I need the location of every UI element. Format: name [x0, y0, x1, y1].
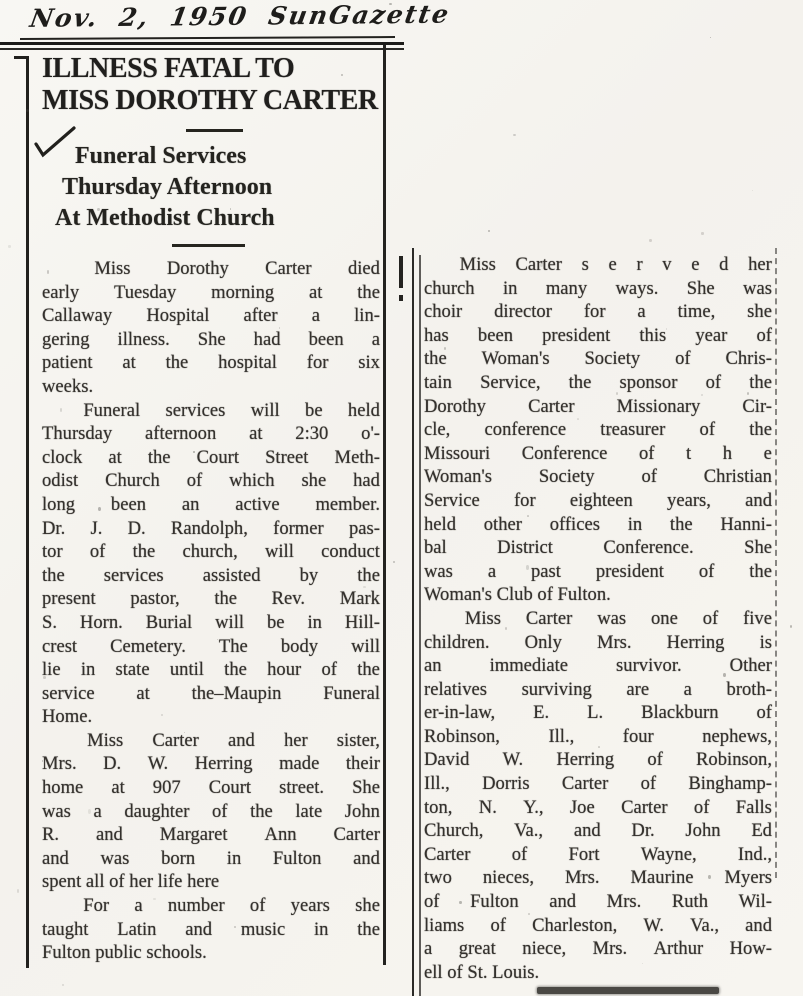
paper-speck: [701, 394, 703, 396]
text-line: clock at the Court Street Meth-: [42, 446, 380, 468]
left-column-right-border: [383, 45, 386, 965]
subhead-top-rule: [186, 129, 243, 132]
text-line: liams of Charleston, W. Va., and: [424, 914, 772, 936]
paper-speck: [710, 37, 711, 39]
text-line: held other offices in the Hanni-: [424, 513, 772, 535]
text-line: and was born in Fulton and: [42, 847, 380, 869]
text-line: er-in-law, E. L. Blackburn of: [424, 702, 772, 724]
paper-speck: [234, 926, 236, 928]
text-line: two nieces, Mrs. Maurine Myers: [424, 867, 772, 889]
paragraph: [424, 607, 772, 985]
left-article-column: [42, 257, 380, 965]
text-line: crest Cemetery. The body will: [42, 635, 380, 657]
paper-speck: [459, 901, 462, 904]
paper-speck: [363, 586, 366, 588]
paragraph: [424, 253, 772, 607]
paper-speck: [513, 134, 516, 137]
text-line: R. and Margaret Ann Carter: [42, 824, 380, 846]
text-line: Fulton public schools.: [42, 942, 207, 964]
paper-speck: [193, 451, 194, 453]
text-line: Callaway Hospital after a lin-: [42, 305, 380, 327]
subheadline: [55, 141, 365, 234]
right-column-left-rule-2: [419, 255, 421, 996]
text-line: tor of the church, will conduct: [42, 541, 380, 563]
text-line: early Tuesday morning at the: [42, 281, 380, 303]
text-line: Woman's Club of Fulton.: [424, 584, 611, 606]
text-line: lie in state until the hour of the: [42, 659, 380, 681]
paper-speck: [43, 676, 46, 680]
paper-speck: [26, 109, 29, 112]
text-line: present pastor, the Rev. Mark: [42, 588, 380, 610]
paper-speck: [329, 90, 330, 91]
text-line: Miss Carter s e r v e d her: [459, 254, 772, 275]
text-line: was a past president of the: [424, 560, 772, 582]
paper-speck: [488, 230, 490, 232]
paper-speck: [759, 756, 762, 761]
text-line: Miss Dorothy Carter died: [94, 258, 380, 279]
text-line: Ill., Dorris Carter of Binghamp-: [424, 773, 772, 795]
text-line: taught Latin and music in the: [42, 918, 380, 940]
paper-speck: [64, 107, 65, 108]
text-line: service at the–Maupin Funeral: [42, 682, 380, 704]
text-line: Thursday afternoon at 2:30 o'-: [42, 423, 380, 445]
text-line: of Fulton and Mrs. Ruth Wil-: [424, 891, 772, 913]
subhead-line-2: Thursday Afternoon: [62, 174, 273, 200]
text-line: Mrs. D. W. Herring made their: [42, 753, 380, 775]
text-line: an immediate survivor. Other: [424, 655, 772, 677]
text-line: the Woman's Society of Chris-: [424, 348, 772, 370]
text-line: odist Church of which she had: [42, 470, 380, 492]
paper-speck: [230, 208, 231, 210]
text-line: Missouri Conference of t h e: [424, 442, 772, 464]
text-line: David W. Herring of Robinson,: [424, 749, 772, 771]
paper-speck: [616, 392, 618, 395]
subhead-bottom-rule: [172, 244, 245, 247]
text-line: Service for eighteen years, and: [424, 489, 772, 511]
text-line: spent all of her life here: [42, 871, 220, 893]
text-line: Funeral services will be held: [83, 399, 380, 421]
paper-speck: [747, 392, 749, 395]
paper-speck: [217, 639, 218, 640]
paper-speck: [580, 874, 583, 877]
text-line: choir director for a time, she: [424, 301, 772, 323]
paper-speck: [393, 561, 395, 563]
right-column-left-rule: [412, 248, 414, 996]
text-line: Home.: [42, 706, 93, 728]
text-line: For a number of years she: [83, 895, 380, 917]
text-line: the services assisted by the: [42, 564, 380, 586]
paper-speck: [42, 760, 44, 762]
subhead-line-3: At Methodist Church: [55, 205, 275, 231]
text-line: Miss Carter and her sister,: [87, 729, 380, 751]
headline-line-2: MISS DOROTHY CARTER: [42, 84, 378, 116]
text-line: patient at the hospital for six: [42, 352, 380, 374]
paragraph: [42, 894, 380, 965]
text-line: cle, conference treasurer of the: [424, 419, 772, 441]
paper-speck: [527, 515, 529, 517]
right-column-right-rule: [775, 248, 777, 878]
headline-line-1: ILLNESS FATAL TO: [42, 52, 295, 84]
text-line: weeks.: [42, 375, 94, 397]
text-line: Dorothy Carter Missionary Cir-: [424, 395, 772, 417]
text-line: home at 907 Court street. She: [42, 777, 380, 799]
text-line: relatives surviving are a broth-: [424, 678, 772, 700]
paper-speck: [701, 232, 704, 234]
paper-speck: [60, 408, 62, 411]
subhead-line-1: Funeral Services: [75, 143, 247, 169]
text-line: Carter of Fort Wayne, Ind.,: [424, 843, 772, 865]
text-line: was a daughter of the late John: [42, 800, 380, 822]
text-line: ton, N. Y., Joe Carter of Falls: [424, 796, 772, 818]
left-column-left-border: [26, 56, 29, 968]
margin-mark-dot: [399, 295, 403, 301]
text-line: ell of St. Louis.: [424, 961, 540, 983]
paragraph: [42, 729, 380, 894]
paper-speck: [752, 190, 753, 191]
text-line: a great niece, Mrs. Arthur How-: [424, 938, 772, 960]
text-line: has been president this year of: [424, 324, 772, 346]
paper-speck: [17, 889, 20, 893]
paper-speck: [88, 809, 91, 813]
text-line: gering illness. She had been a: [42, 328, 380, 350]
text-line: Robinson, Ill., four nephews,: [424, 725, 772, 747]
text-line: tain Service, the sponsor of the: [424, 371, 772, 393]
top-horizontal-rule: [0, 42, 404, 45]
paper-speck: [62, 984, 64, 985]
text-line: Woman's Society of Christian: [424, 466, 772, 488]
paper-speck: [505, 627, 507, 630]
headline: [42, 52, 377, 116]
text-line: Church, Va., and Dr. John Ed: [424, 820, 772, 842]
text-line: long been an active member.: [42, 493, 380, 515]
text-line: church in many ways. She was: [424, 277, 772, 299]
margin-mark: [399, 256, 403, 288]
text-line: bal District Conference. She: [424, 537, 772, 559]
bottom-clipping-smudge: [537, 987, 719, 994]
text-line: Miss Carter was one of five: [464, 607, 772, 629]
paragraph: [42, 257, 380, 399]
right-article-column: [424, 253, 772, 984]
paragraph: [42, 399, 380, 729]
paper-speck: [790, 625, 792, 628]
text-line: Dr. J. D. Randolph, former pas-: [42, 517, 380, 539]
text-line: S. Horn. Burial will be in Hill-: [42, 611, 380, 633]
left-column-border-tick: [14, 56, 28, 59]
paper-speck: [8, 245, 11, 247]
text-line: children. Only Mrs. Herring is: [424, 631, 772, 653]
handwritten-date-annotation: Nov. 2, 1950 SunGazette: [27, 0, 453, 33]
paper-speck: [607, 432, 610, 436]
paper-speck: [649, 239, 652, 242]
top-horizontal-rule-2: [0, 48, 404, 50]
